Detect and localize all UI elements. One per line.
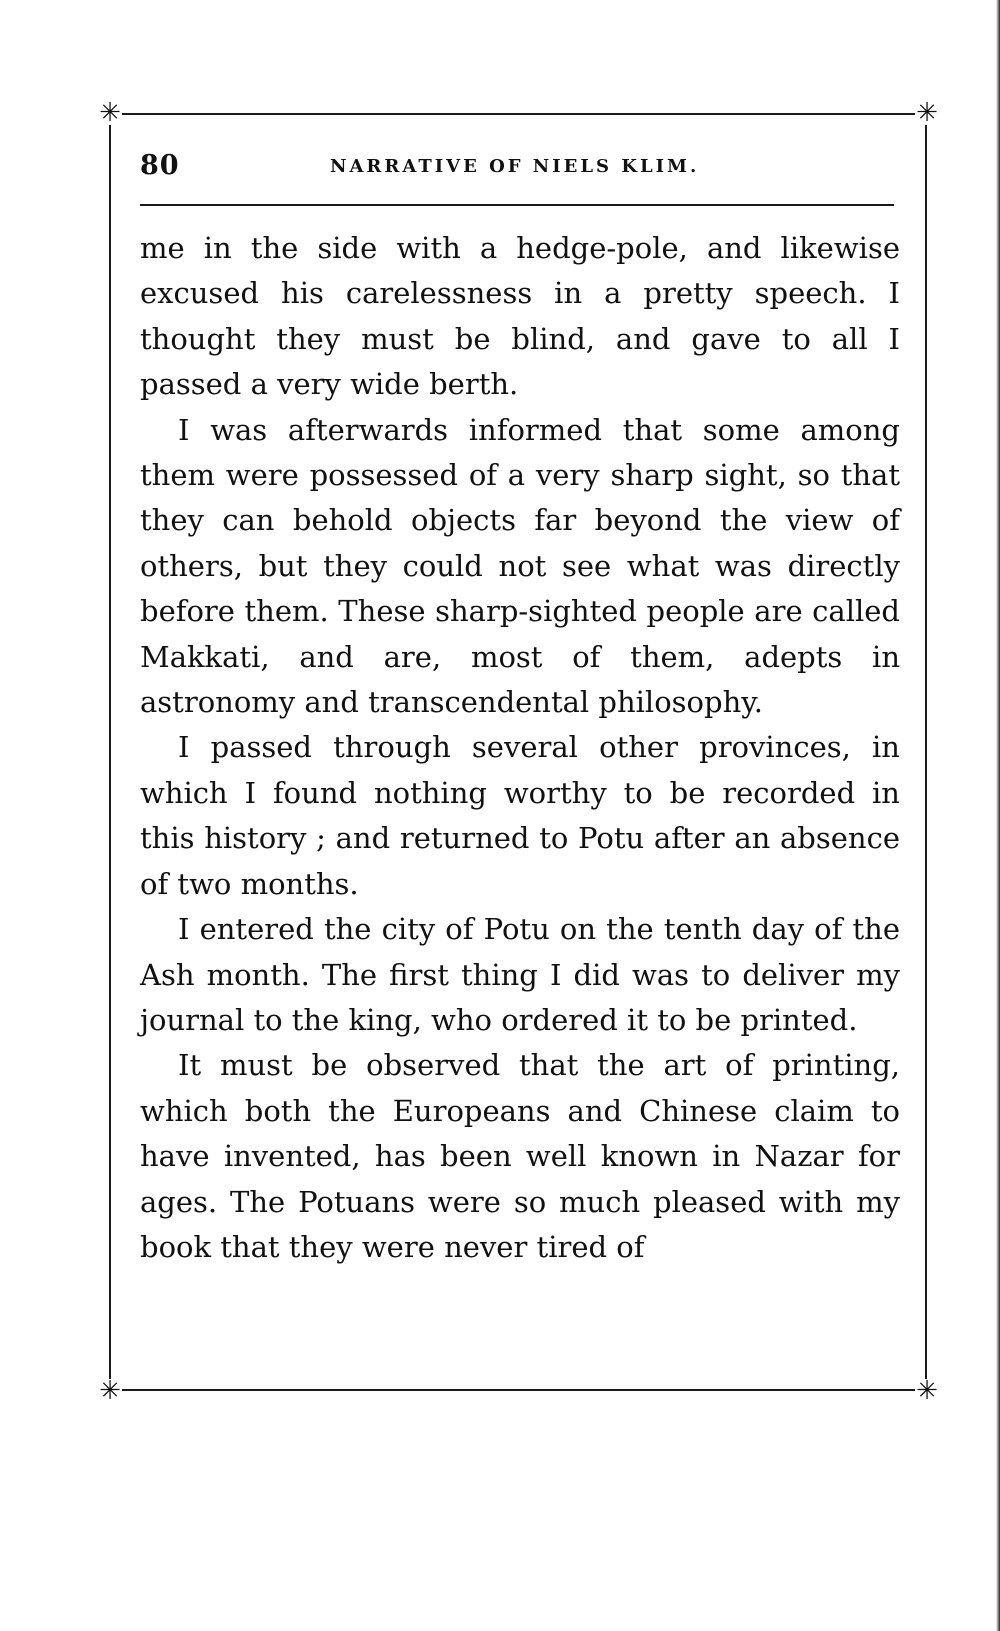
page-number: 80	[140, 150, 180, 181]
paragraph: It must be observed that the art of printing, which both the Europeans and Chinese claim to have invented, has been well known in Nazar for ages. The Potuans were so much pleased with my book that they were never tired of	[140, 1048, 900, 1264]
corner-ornament-icon: ✳	[99, 98, 121, 128]
paragraph: me in the side with a hedge-pole, and likewise excused his carelessness in a pretty speech. I thought they must be blind, and gave to all I passed a very wide berth.	[140, 231, 900, 402]
corner-ornament-icon: ✳	[916, 1376, 938, 1406]
paragraph: I was afterwards informed that some among them were possessed of a very sharp sight, so that they can behold objects far beyond the view of others, but they could not see what was directly before them. These sharp-sighted people are called Makkati, and are, most of them, adepts in astronomy and transcendental philosophy.	[140, 412, 900, 720]
paragraph: I passed through several other provinces, in which I found nothing worthy to be recorded in this history ; and returned to Potu after an absence of two months.	[140, 730, 900, 901]
running-title: NARRATIVE OF NIELS KLIM.	[330, 156, 700, 177]
scan-edge	[996, 0, 1000, 1631]
body-text	[140, 226, 900, 1270]
paragraph: I entered the city of Potu on the tenth day of the Ash month. The first thing I did was to deliver my journal to the king, who ordered it to be printed.	[140, 912, 900, 1037]
running-head	[140, 150, 900, 184]
header-rule	[140, 204, 894, 206]
corner-ornament-icon: ✳	[99, 1376, 121, 1406]
corner-ornament-icon: ✳	[916, 98, 938, 128]
